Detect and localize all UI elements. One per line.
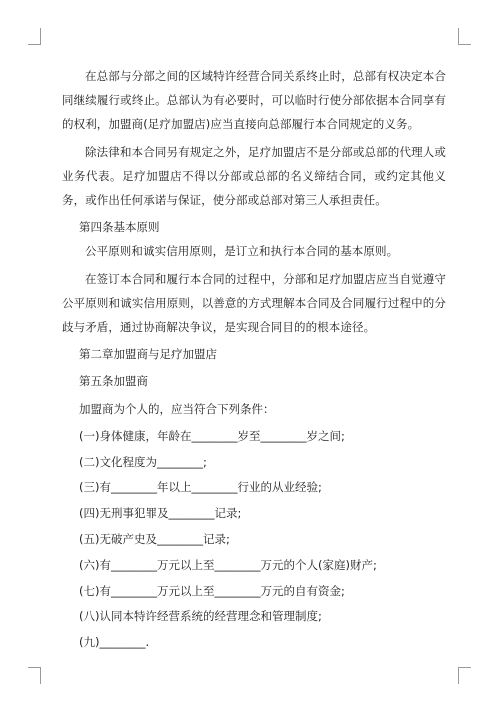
condition-item: (四)无刑事犯罪及________记录; [79,506,242,521]
crop-mark-bottom-right [458,667,471,684]
crop-mark-bottom-left [28,667,41,684]
article-5-heading: 第五条加盟商 [79,374,148,389]
chapter-2-heading: 第二章加盟商与足疗加盟店 [79,347,217,362]
condition-item: (六)有________万元以上至________万元的个人(家庭)财产; [79,557,377,572]
paragraph-agency: 除法律和本合同另有规定之外，足疗加盟店不是分部或总部的代理人或业务代表。足疗加盟店不得以分部或总部的名义缔结合同，或约定其他义务，或作出任何承诺与保证，使分部或总部对第三人承担责任。 [62,144,446,208]
document-body [62,64,446,656]
paragraph-principle: 公平原则和诚实信用原则，是订立和执行本合同的基本原则。 [85,244,399,259]
condition-item: (七)有________万元以上至________万元的自有资金; [79,583,345,598]
crop-mark-top-left [28,28,41,45]
condition-item: (一)身体健康，年龄在________岁至________岁之间; [79,428,345,443]
condition-item: (九)________. [79,635,150,650]
condition-item: (三)有________年以上________行业的从业经验; [79,480,322,495]
article-4-heading: 第四条基本原则 [79,220,160,235]
paragraph-termination: 在总部与分部之间的区域特许经营合同关系终止时，总部有权决定本合同继续履行或终止。总部认为有必要时，可以临时行使分部依据本合同享有的权利，加盟商(足疗加盟店)应当直接向总部履行本合同规定的义务。 [62,69,446,132]
paragraph-good-faith: 在签订本合同和履行本合同的过程中，分部和足疗加盟店应当自觉遵守公平原则和诚实信用原则，以善意的方式理解本合同及合同履行过程中的分歧与矛盾，通过协商解决争议，是实现合同目的的根本途径。 [62,271,446,335]
article-5-intro: 加盟商为个人的，应当符合下列条件： [79,401,275,416]
crop-mark-top-right [458,28,471,45]
condition-item: (五)无破产史及________记录; [79,532,230,547]
condition-item: (八)认同本特许经营系统的经营理念和管理制度; [79,609,322,624]
condition-item: (二)文化程度为________; [79,454,207,469]
